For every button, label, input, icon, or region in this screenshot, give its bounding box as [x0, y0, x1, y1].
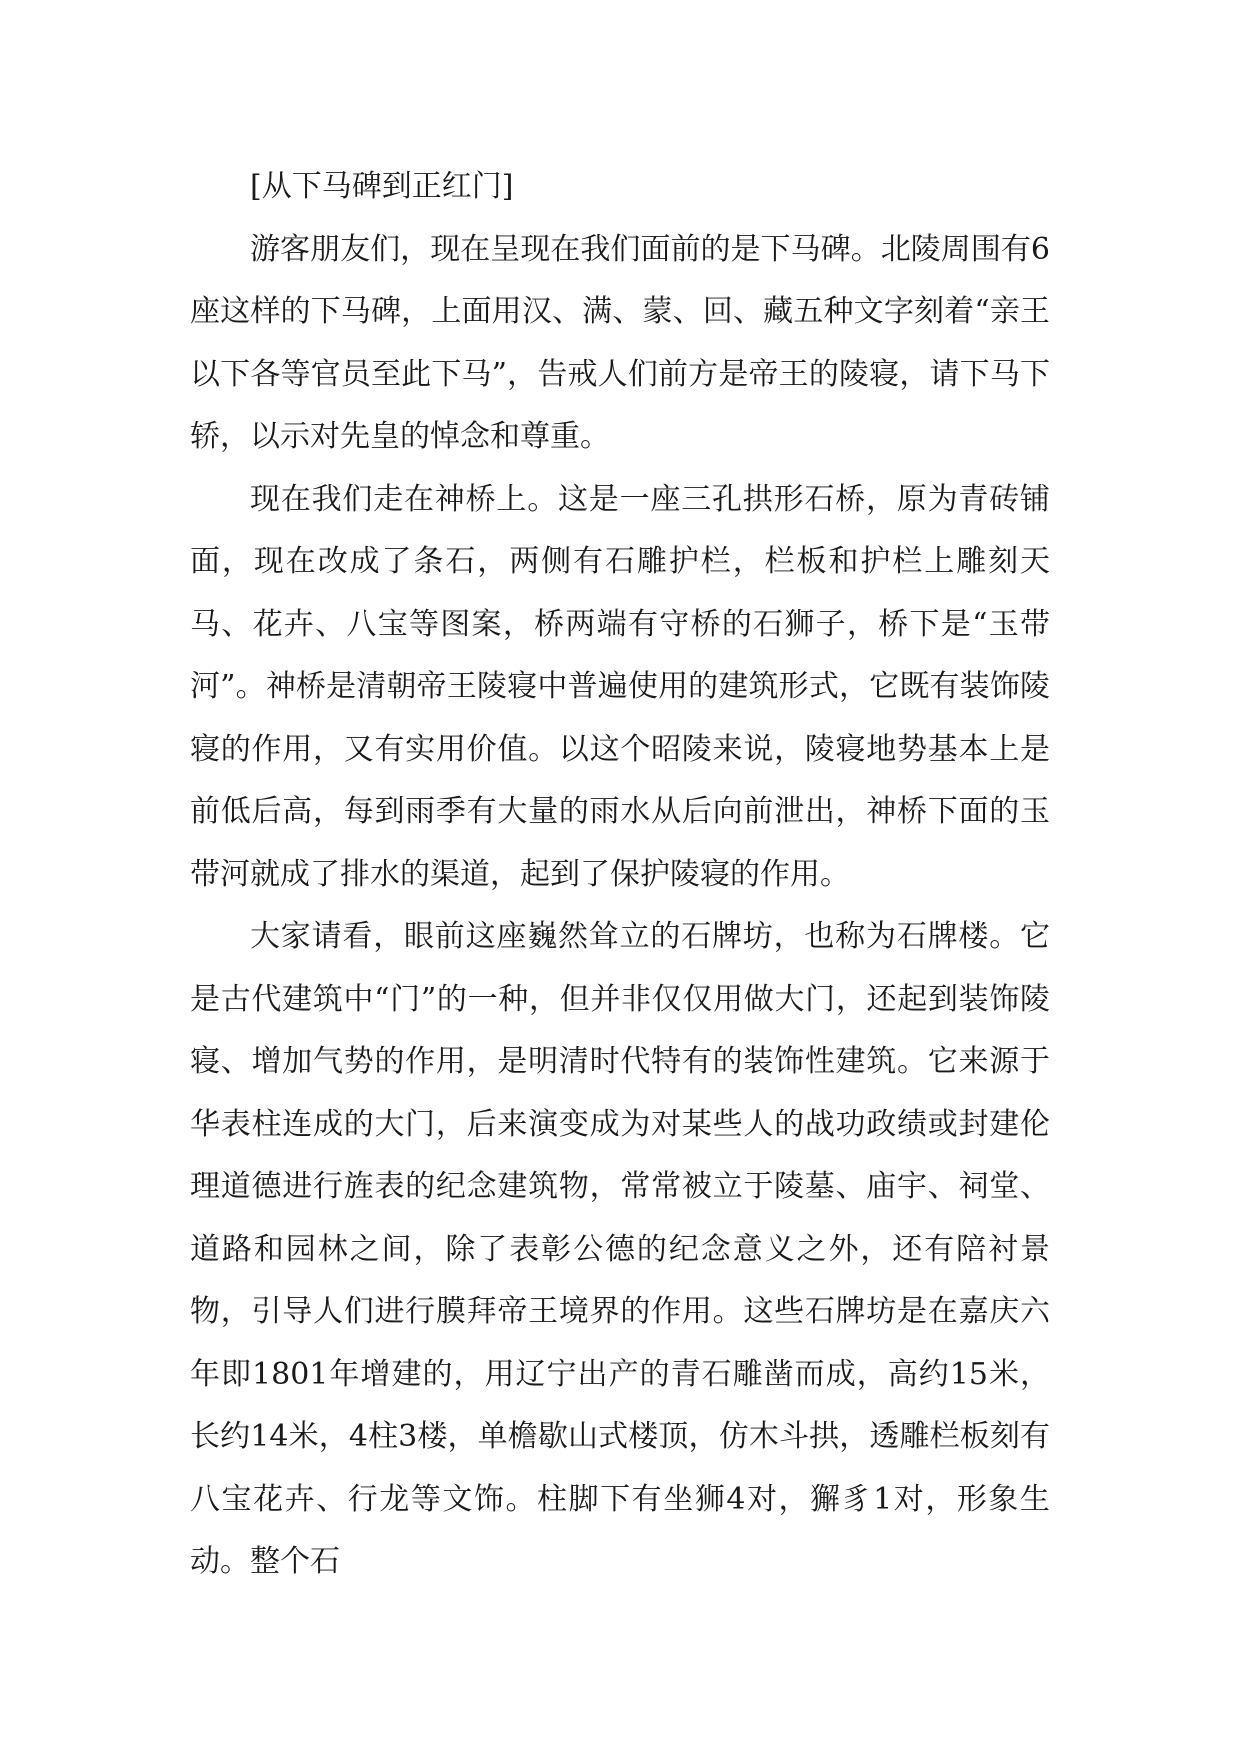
paragraph-shenqiao: 现在我们走在神桥上。这是一座三孔拱形石桥，原为青砖铺面，现在改成了条石，两侧有石雕护栏，栏板和护栏上雕刻天马、花卉、八宝等图案，桥两端有守桥的石狮子，桥下是“玉带河”。神桥是清朝帝王陵寝中普遍使用的建筑形式，它既有装饰陵寝的作用，又有实用价值。以这个昭陵来说，陵寝地势基本上是前低后高，每到雨季有大量的雨水从后向前泄出，神桥下面的玉带河就成了排水的渠道，起到了保护陵寝的作用。: [190, 481, 1050, 892]
body-text: [190, 156, 1050, 1594]
section-heading: [从下马碑到正红门]: [250, 169, 514, 204]
paragraph-shipaifang: 大家请看，眼前这座巍然耸立的石牌坊，也称为石牌楼。它是古代建筑中“门”的一种，但并非仅仅用做大门，还起到装饰陵寝、增加气势的作用，是明清时代特有的装饰性建筑。它来源于华表柱连成的大门，后来演变成为对某些人的战功政绩或封建伦理道德进行旌表的纪念建筑物，常常被立于陵墓、庙宇、祠堂、道路和园林之间，除了表彰公德的纪念意义之外，还有陪衬景物，引导人们进行膜拜帝王境界的作用。这些石牌坊是在嘉庆六年即1801年增建的，用辽宁出产的青石雕凿而成，高约15米，长约14米，4柱3楼，单檐歇山式楼顶，仿木斗拱，透雕栏板刻有八宝花卉、行龙等文饰。柱脚下有坐狮4对，獬豸1对，形象生动。整个石: [190, 919, 1050, 1579]
paragraph-xiamabei: 游客朋友们，现在呈现在我们面前的是下马碑。北陵周围有6座这样的下马碑，上面用汉、满、蒙、回、藏五种文字刻着“亲王以下各等官员至此下马”，告戒人们前方是帝王的陵寝，请下马下轿，以示对先皇的悼念和尊重。: [190, 231, 1050, 454]
